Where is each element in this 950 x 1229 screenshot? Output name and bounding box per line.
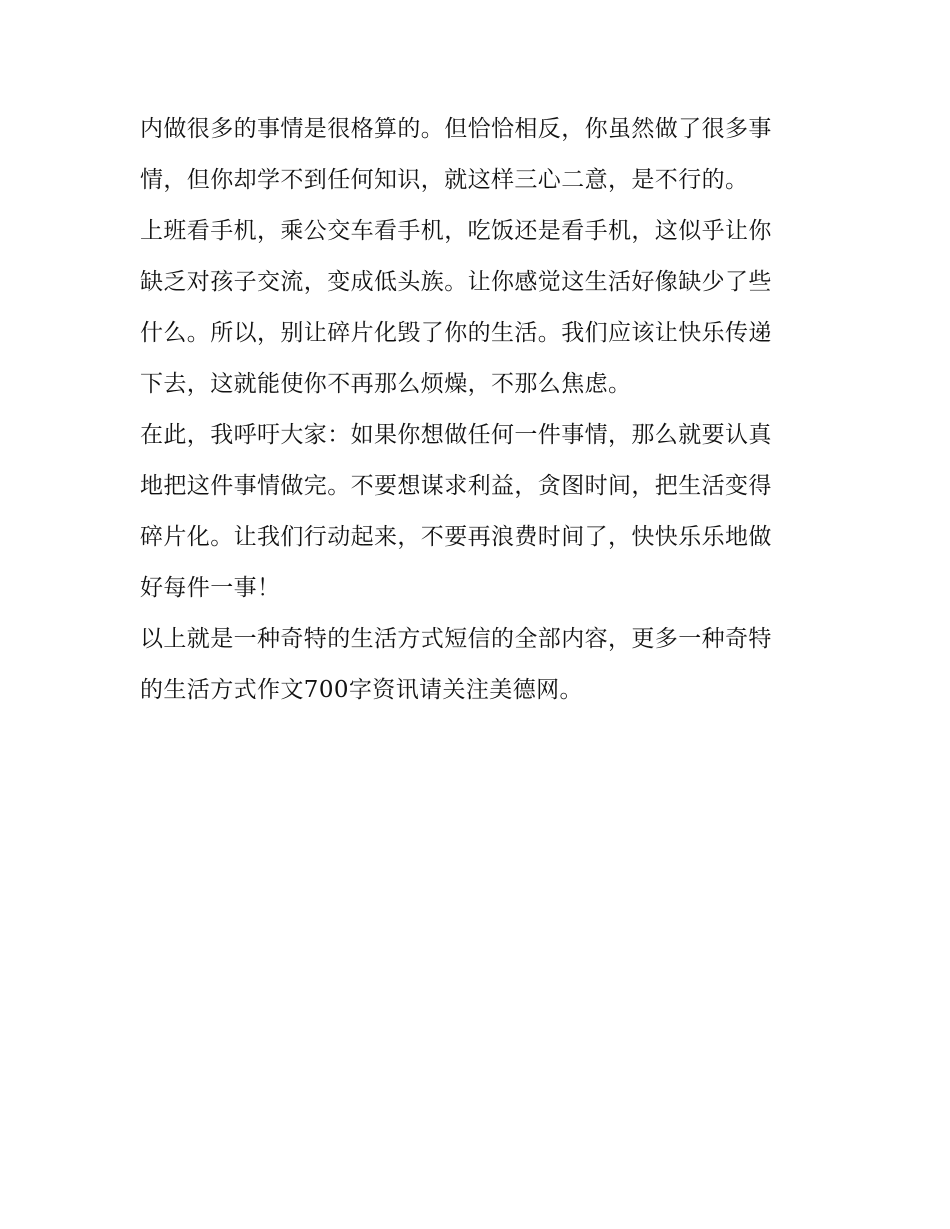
paragraph [140, 104, 820, 206]
text-line: 的生活方式作文700字资讯请关注美德网。 [140, 677, 583, 703]
text-line: 以上就是一种奇特的生活方式短信的全部内容，更多一种奇特 [140, 626, 772, 652]
paragraph [140, 206, 820, 410]
paragraph [140, 614, 820, 716]
text-line: 内做很多的事情是很格算的。但恰恰相反，你虽然做了很多事 [140, 116, 772, 142]
text-line: 下去，这就能使你不再那么烦燥，不那么焦虑。 [140, 371, 632, 397]
text-line: 上班看手机，乘公交车看手机，吃饭还是看手机，这似乎让你 [140, 218, 772, 244]
text-line: 地把这件事情做完。不要想谋求利益，贪图时间，把生活变得 [140, 473, 772, 499]
text-line: 好每件一事！ [140, 575, 281, 601]
text-line: 缺乏对孩子交流，变成低头族。让你感觉这生活好像缺少了些 [140, 269, 772, 295]
text-line: 什么。所以，别让碎片化毁了你的生活。我们应该让快乐传递 [140, 320, 772, 346]
paragraph [140, 410, 820, 614]
document-body [140, 104, 820, 716]
text-line: 碎片化。让我们行动起来，不要再浪费时间了，快快乐乐地做 [140, 524, 772, 550]
text-line: 在此，我呼吁大家：如果你想做任何一件事情，那么就要认真 [140, 422, 772, 448]
text-line: 情，但你却学不到任何知识，就这样三心二意，是不行的。 [140, 167, 749, 193]
